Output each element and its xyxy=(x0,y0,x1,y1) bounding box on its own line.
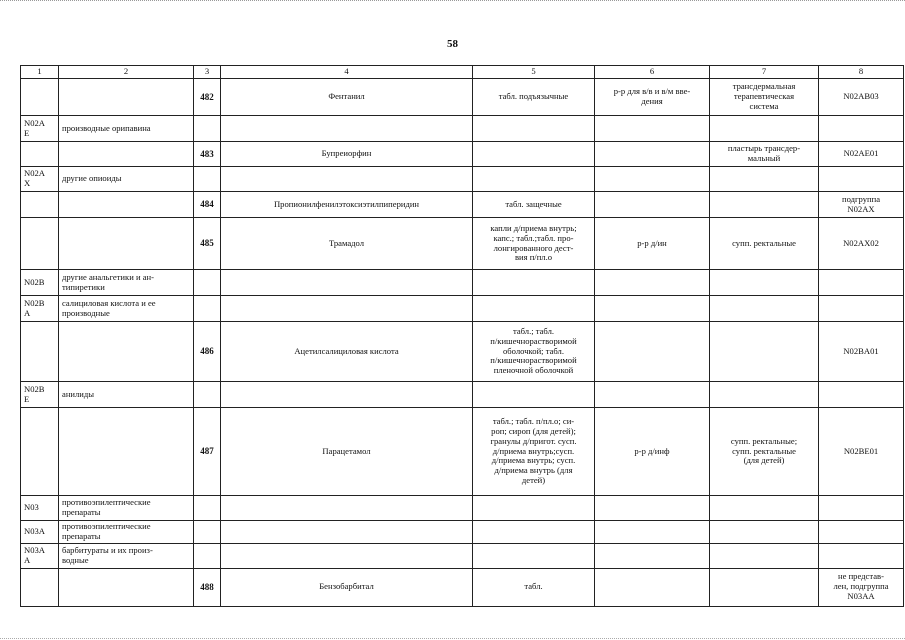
other-form-cell xyxy=(710,496,819,521)
drug-name-cell xyxy=(221,270,473,296)
group-name-cell: производные орипавина xyxy=(59,116,194,142)
table-row xyxy=(21,116,904,142)
column-header: 2 xyxy=(59,66,194,79)
drug-name-cell: Ацетилсалициловая кислота xyxy=(221,322,473,382)
other-form-cell xyxy=(710,382,819,408)
item-number-cell: 485 xyxy=(194,218,221,270)
other-form-cell xyxy=(710,521,819,544)
drug-name-cell xyxy=(221,521,473,544)
atc-code-cell: подгруппа N02AX xyxy=(819,192,904,218)
table-row xyxy=(21,543,904,568)
item-number-cell xyxy=(194,496,221,521)
ch-code-cell xyxy=(21,79,59,116)
drug-name-cell xyxy=(221,296,473,322)
atc-code-cell: N02BE01 xyxy=(819,408,904,496)
column-header: 3 xyxy=(194,66,221,79)
table-row xyxy=(21,408,904,496)
item-number-cell: 487 xyxy=(194,408,221,496)
item-number-cell xyxy=(194,521,221,544)
column-header: 7 xyxy=(710,66,819,79)
column-header: 8 xyxy=(819,66,904,79)
scan-edge-top xyxy=(0,0,905,4)
ch-code-cell xyxy=(21,408,59,496)
dosage-form-cell: капли д/приема внутрь; капс.; табл.;табл. про- лонгированного дест- вия п/пл.о xyxy=(473,218,595,270)
injection-form-cell xyxy=(595,116,710,142)
atc-code-cell: N02BA01 xyxy=(819,322,904,382)
item-number-cell: 486 xyxy=(194,322,221,382)
table-row xyxy=(21,142,904,167)
drug-name-cell xyxy=(221,116,473,142)
group-name-cell: противоэпилептические препараты xyxy=(59,496,194,521)
group-name-cell xyxy=(59,142,194,167)
dosage-form-cell xyxy=(473,543,595,568)
other-form-cell xyxy=(710,568,819,606)
group-name-cell: другие анальгетики и ан- типиретики xyxy=(59,270,194,296)
table-body xyxy=(21,66,904,607)
injection-form-cell: р-р для в/в и в/м вве- дения xyxy=(595,79,710,116)
atc-code-cell xyxy=(819,543,904,568)
group-name-cell xyxy=(59,408,194,496)
atc-code-cell xyxy=(819,167,904,192)
dosage-form-cell xyxy=(473,167,595,192)
injection-form-cell: р-р д/ин xyxy=(595,218,710,270)
item-number-cell xyxy=(194,167,221,192)
dosage-form-cell: табл. защечные xyxy=(473,192,595,218)
table-row xyxy=(21,521,904,544)
ch-code-cell: N03A xyxy=(21,521,59,544)
atc-code-cell: N02AX02 xyxy=(819,218,904,270)
column-header: 4 xyxy=(221,66,473,79)
dosage-form-cell: табл. xyxy=(473,568,595,606)
ch-code-cell: N02B xyxy=(21,270,59,296)
dosage-form-cell: табл.; табл. п/кишечнорастворимой оболочкой; табл. п/кишечнорастворимой пленочной оболочкой xyxy=(473,322,595,382)
dosage-form-cell xyxy=(473,116,595,142)
group-name-cell xyxy=(59,568,194,606)
ch-code-cell: N02B A xyxy=(21,296,59,322)
drug-name-cell: Фентанил xyxy=(221,79,473,116)
item-number-cell: 483 xyxy=(194,142,221,167)
ch-code-cell: N03 xyxy=(21,496,59,521)
item-number-cell: 482 xyxy=(194,79,221,116)
drug-name-cell: Бупреиорфин xyxy=(221,142,473,167)
atc-code-cell xyxy=(819,382,904,408)
table-row xyxy=(21,192,904,218)
table-row xyxy=(21,496,904,521)
item-number-cell: 484 xyxy=(194,192,221,218)
injection-form-cell: р-р д/инф xyxy=(595,408,710,496)
table-row xyxy=(21,382,904,408)
drug-name-cell xyxy=(221,496,473,521)
injection-form-cell xyxy=(595,322,710,382)
table-row xyxy=(21,167,904,192)
other-form-cell xyxy=(710,543,819,568)
item-number-cell xyxy=(194,270,221,296)
item-number-cell xyxy=(194,296,221,322)
group-name-cell: барбитураты и их произ- водные xyxy=(59,543,194,568)
injection-form-cell xyxy=(595,270,710,296)
dosage-form-cell xyxy=(473,521,595,544)
group-name-cell: противоэпилептические препараты xyxy=(59,521,194,544)
dosage-form-cell: табл.; табл. п/пл.о; си- роп; сироп (для детей); гранулы д/пригот. сусп. д/приема внутрь;сусп. д/приема внутрь; сусп. д/приема внутрь (для детей) xyxy=(473,408,595,496)
group-name-cell xyxy=(59,322,194,382)
injection-form-cell xyxy=(595,496,710,521)
other-form-cell xyxy=(710,192,819,218)
injection-form-cell xyxy=(595,568,710,606)
injection-form-cell xyxy=(595,543,710,568)
atc-code-cell xyxy=(819,296,904,322)
table-row xyxy=(21,296,904,322)
ch-code-cell: N02A X xyxy=(21,167,59,192)
item-number-cell: 488 xyxy=(194,568,221,606)
table-row xyxy=(21,218,904,270)
atc-code-cell xyxy=(819,116,904,142)
injection-form-cell xyxy=(595,521,710,544)
group-name-cell xyxy=(59,192,194,218)
other-form-cell xyxy=(710,116,819,142)
dosage-form-cell xyxy=(473,142,595,167)
drug-name-cell xyxy=(221,382,473,408)
atc-code-cell xyxy=(819,270,904,296)
other-form-cell: пластырь трансдер- мальный xyxy=(710,142,819,167)
atc-code-cell: не представ- лен, подгруппа N03AA xyxy=(819,568,904,606)
column-header: 1 xyxy=(21,66,59,79)
other-form-cell: трансдермальная терапевтическая система xyxy=(710,79,819,116)
column-header-row xyxy=(21,66,904,79)
drug-name-cell xyxy=(221,543,473,568)
other-form-cell: супп. ректальные; супп. ректальные (для детей) xyxy=(710,408,819,496)
ch-code-cell xyxy=(21,142,59,167)
dosage-form-cell: табл. подъязычные xyxy=(473,79,595,116)
other-form-cell xyxy=(710,270,819,296)
dosage-form-cell xyxy=(473,496,595,521)
other-form-cell: супп. ректальные xyxy=(710,218,819,270)
table-row xyxy=(21,568,904,606)
item-number-cell xyxy=(194,543,221,568)
ch-code-cell: N02B E xyxy=(21,382,59,408)
dosage-form-cell xyxy=(473,270,595,296)
table-row xyxy=(21,270,904,296)
table-row xyxy=(21,79,904,116)
item-number-cell xyxy=(194,382,221,408)
drug-name-cell: Трамадол xyxy=(221,218,473,270)
group-name-cell: салициловая кислота и ее производные xyxy=(59,296,194,322)
atc-code-cell: N02AE01 xyxy=(819,142,904,167)
group-name-cell: анилиды xyxy=(59,382,194,408)
injection-form-cell xyxy=(595,167,710,192)
injection-form-cell xyxy=(595,192,710,218)
group-name-cell: другие опиоиды xyxy=(59,167,194,192)
column-header: 5 xyxy=(473,66,595,79)
ch-code-cell xyxy=(21,192,59,218)
dosage-form-cell xyxy=(473,382,595,408)
other-form-cell xyxy=(710,167,819,192)
group-name-cell xyxy=(59,79,194,116)
ch-code-cell: N02A E xyxy=(21,116,59,142)
group-name-cell xyxy=(59,218,194,270)
scan-edge-bottom xyxy=(0,636,905,639)
atc-code-cell xyxy=(819,521,904,544)
injection-form-cell xyxy=(595,296,710,322)
atc-code-cell xyxy=(819,496,904,521)
item-number-cell xyxy=(194,116,221,142)
ch-code-cell xyxy=(21,568,59,606)
drug-name-cell: Пропионилфенилэтоксиэтилпиперидин xyxy=(221,192,473,218)
injection-form-cell xyxy=(595,142,710,167)
other-form-cell xyxy=(710,322,819,382)
ch-code-cell xyxy=(21,322,59,382)
table-row xyxy=(21,322,904,382)
other-form-cell xyxy=(710,296,819,322)
ch-code-cell: N03A A xyxy=(21,543,59,568)
drug-name-cell: Парацетамол xyxy=(221,408,473,496)
column-header: 6 xyxy=(595,66,710,79)
drug-name-cell xyxy=(221,167,473,192)
page-number: 58 xyxy=(447,38,458,50)
ch-code-cell xyxy=(21,218,59,270)
drug-table xyxy=(20,65,904,607)
atc-code-cell: N02AB03 xyxy=(819,79,904,116)
drug-name-cell: Бензобарбитал xyxy=(221,568,473,606)
dosage-form-cell xyxy=(473,296,595,322)
injection-form-cell xyxy=(595,382,710,408)
